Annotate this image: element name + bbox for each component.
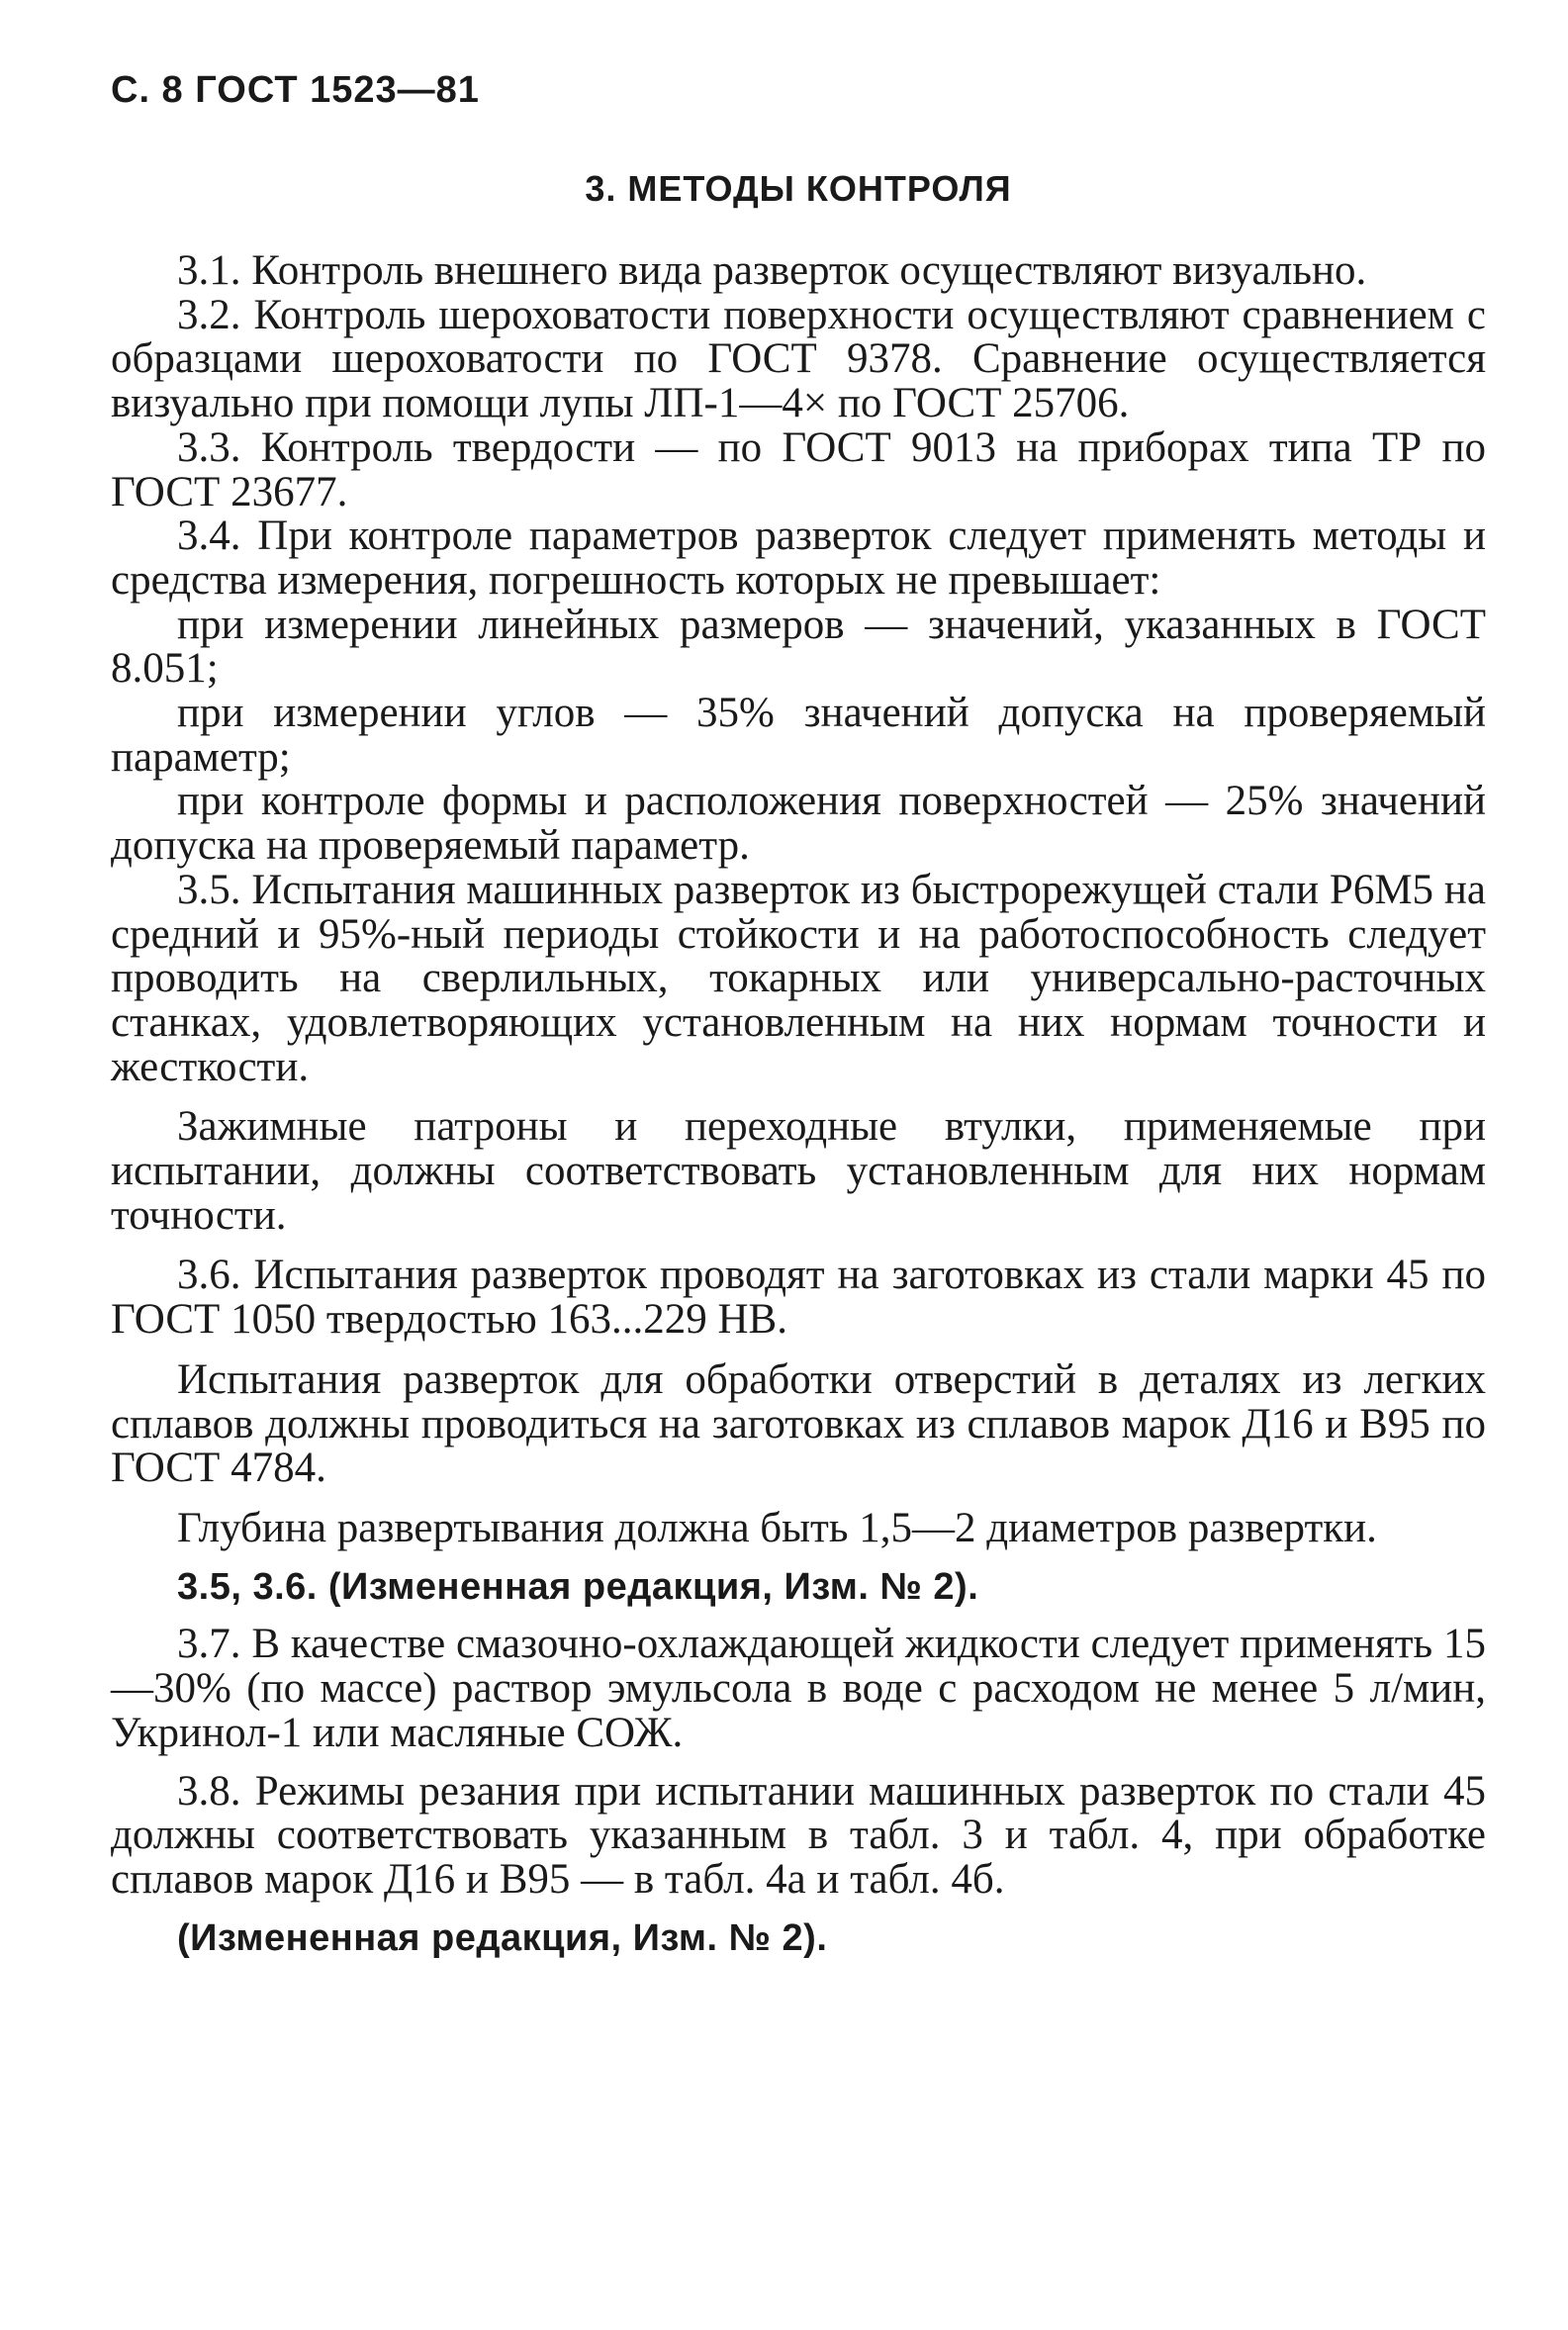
paragraph-3-5-chucks: Зажимные патроны и переходные втулки, применяемые при испытании, должны соответствовать установленным для них нормам точности. xyxy=(111,1103,1486,1239)
page-header: С. 8 ГОСТ 1523—81 xyxy=(111,69,480,111)
paragraph-3-8: 3.8. Режимы резания при испытании машинных разверток по стали 45 должны соответствовать указанным в табл. 3 и табл. 4, при обработке сплавов марок Д16 и В95 — в табл. 4а и табл. 4б. xyxy=(111,1767,1486,1903)
paragraph-3-7: 3.7. В качестве смазочно-охлаждающей жидкости следует применять 15—30% (по массе) раствор эмульсола в воде с расходом не менее 5 л/мин, Укринол-1 или масляные СОЖ. xyxy=(111,1621,1486,1756)
paragraph-3-5: 3.5. Испытания машинных разверток из быстрорежущей стали Р6М5 на средний и 95%-ный периоды стойкости и на работоспособность следует проводить на сверлильных, токарных или универсально-расточных станках, удовлетворяющих установленным на них нормам точности и жесткости. xyxy=(111,866,1486,1090)
paragraph-3-4: 3.4. При контроле параметров разверток следует применять методы и средства измерения, погрешность которых не превышает: xyxy=(111,513,1486,604)
paragraph-3-2: 3.2. Контроль шероховатости поверхности осуществляют сравнением с образцами шероховатости по ГОСТ 9378. Сравнение осуществляется визуально при помощи лупы ЛП-1—4× по ГОСТ 25706. xyxy=(111,291,1486,427)
amendment-note-2: (Измененная редакция, Изм. № 2). xyxy=(177,1916,828,1959)
paragraph-3-4-linear: при измерении линейных размеров — значений, указанных в ГОСТ 8.051; xyxy=(111,601,1486,693)
amendment-note-1: 3.5, 3.6. (Измененная редакция, Изм. № 2). xyxy=(177,1565,979,1608)
paragraph-3-4-form: при контроле формы и расположения поверхностей — 25% значений допуска на проверяемый параметр. xyxy=(111,778,1486,870)
paragraph-3-6-alloys: Испытания разверток для обработки отверстий в деталях из легких сплавов должны проводиться на заготовках из сплавов марок Д16 и В95 по ГОСТ 4784. xyxy=(111,1355,1486,1492)
paragraph-3-4-angles: при измерении углов — 35% значений допуска на проверяемый параметр; xyxy=(111,690,1486,781)
section-title: 3. МЕТОДЫ КОНТРОЛЯ xyxy=(585,168,1012,209)
paragraph-3-6: 3.6. Испытания разверток проводят на заготовках из стали марки 45 по ГОСТ 1050 твердостью 163...229 НВ. xyxy=(111,1252,1486,1344)
paragraph-3-3: 3.3. Контроль твердости — по ГОСТ 9013 на приборах типа ТР по ГОСТ 23677. xyxy=(111,423,1486,515)
paragraph-3-1: 3.1. Контроль внешнего вида разверток осуществляют визуально. xyxy=(177,247,1367,294)
document-page xyxy=(111,69,1486,1960)
paragraph-3-6-depth: Глубина развертывания должна быть 1,5—2 диаметров развертки. xyxy=(177,1504,1377,1551)
